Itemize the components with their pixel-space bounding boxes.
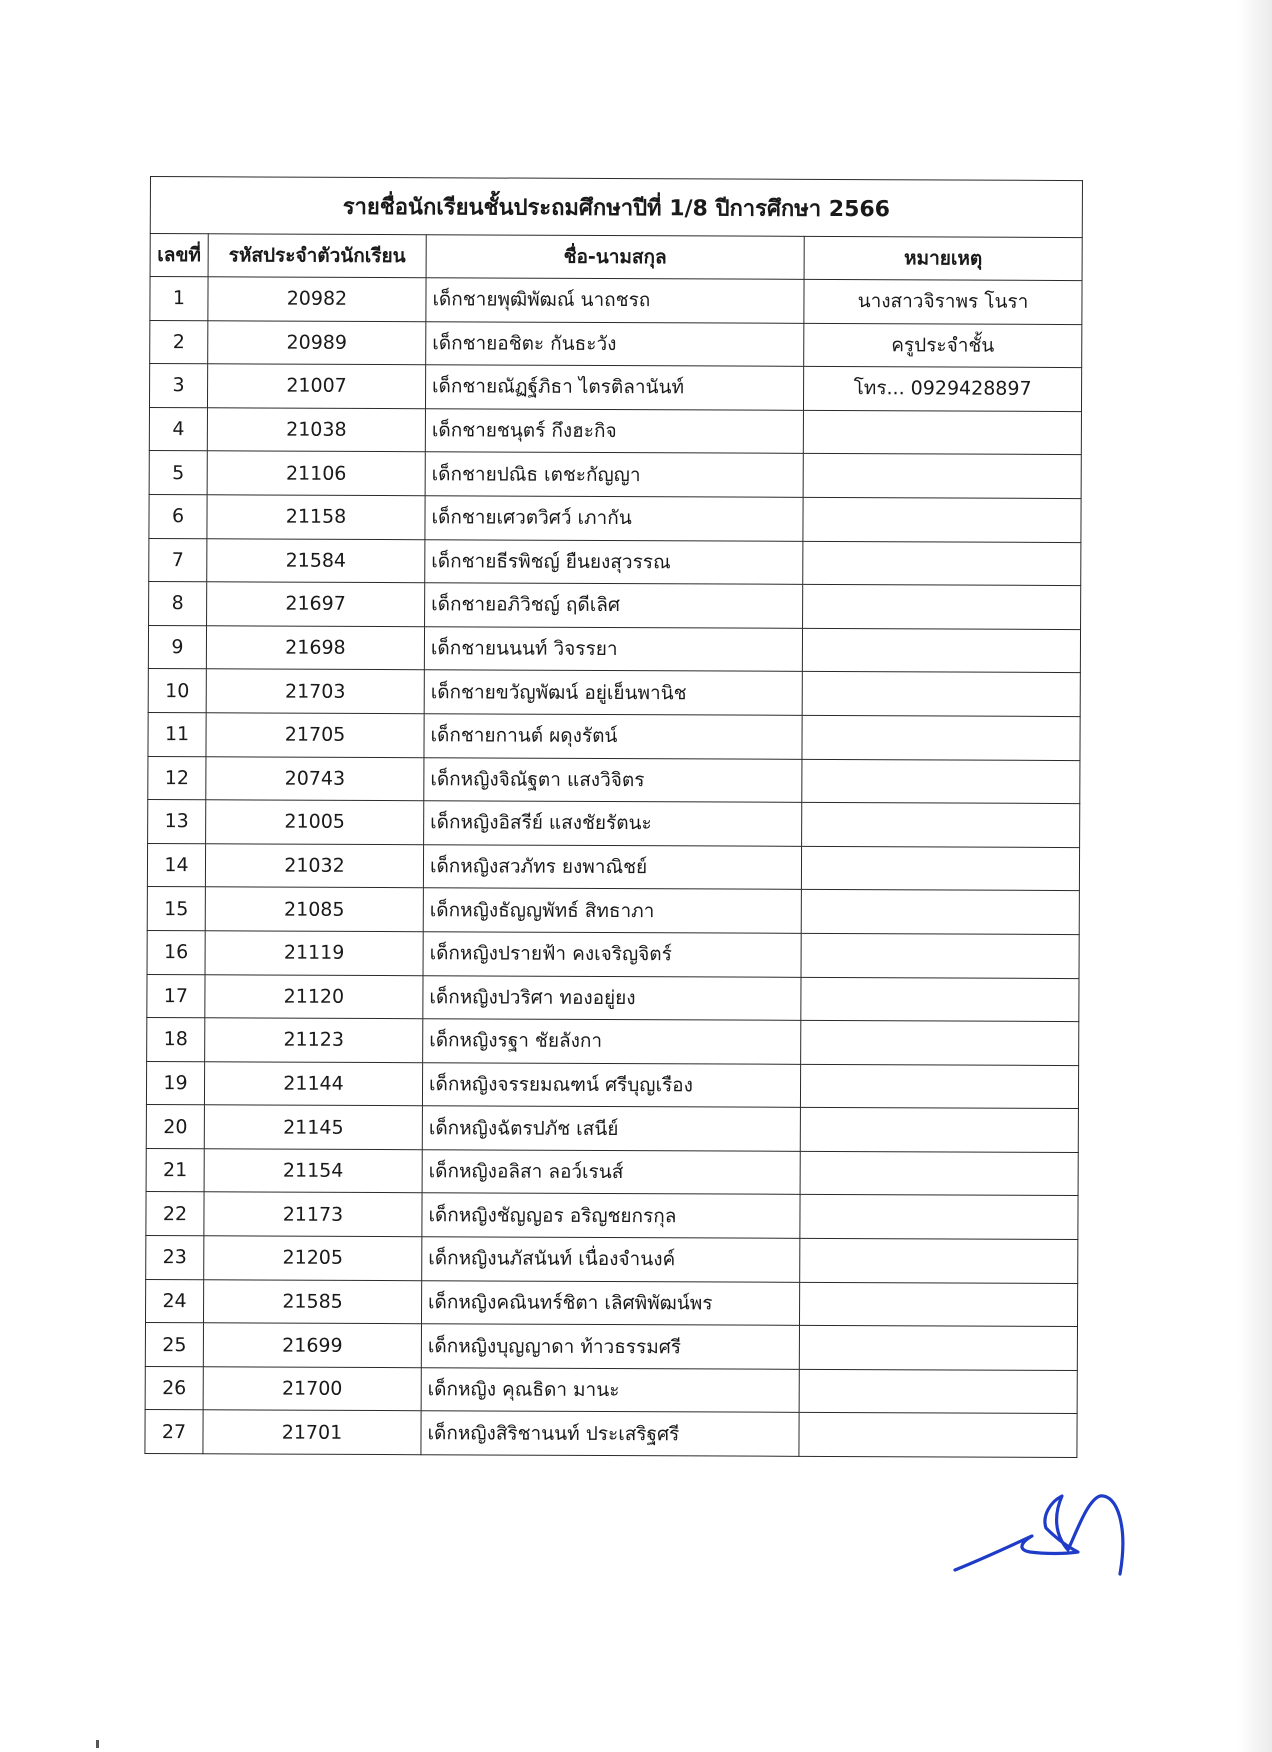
table-row — [148, 669, 1080, 717]
row-note — [799, 1369, 1077, 1414]
table-row — [149, 364, 1081, 412]
row-number: 24 — [145, 1279, 203, 1323]
row-number: 17 — [147, 974, 205, 1018]
row-note: ครูประจำชั้น — [804, 323, 1082, 368]
table-row — [149, 538, 1081, 586]
table-row — [149, 582, 1081, 630]
table-row — [149, 494, 1081, 542]
row-number: 11 — [148, 712, 206, 756]
row-number: 12 — [148, 756, 206, 800]
row-number: 4 — [149, 407, 207, 451]
row-student-name: เด็กหญิง คุณธิดา มานะ — [421, 1368, 799, 1413]
student-roster-sheet — [144, 176, 1082, 1458]
row-number: 10 — [148, 669, 206, 713]
row-student-id: 21701 — [203, 1410, 421, 1455]
table-row — [146, 1061, 1078, 1109]
row-student-name: เด็กหญิงรฐา ชัยลังกา — [423, 1019, 801, 1064]
row-student-name: เด็กชายณัฏฐ์ภิธา ไตรติลานันท์ — [425, 365, 803, 410]
row-student-name: เด็กหญิงอิสรีย์ แสงชัยรัตนะ — [424, 801, 802, 846]
row-number: 18 — [147, 1018, 205, 1062]
row-note: โทร... 0929428897 — [803, 367, 1081, 412]
row-student-name: เด็กหญิงสิริชานนท์ ประเสริฐศรี — [421, 1411, 799, 1456]
row-student-id: 21698 — [206, 626, 424, 671]
scan-speck — [96, 1740, 99, 1748]
row-student-id: 20989 — [208, 320, 426, 365]
row-student-id: 21007 — [207, 364, 425, 409]
row-student-id: 21123 — [205, 1018, 423, 1063]
row-number: 27 — [145, 1410, 203, 1454]
row-note — [803, 454, 1081, 499]
row-number: 25 — [145, 1323, 203, 1367]
header-name: ชื่อ-นามสกุล — [426, 235, 804, 280]
table-row — [150, 320, 1082, 368]
row-student-name: เด็กหญิงอลิสา ลอว์เรนส์ — [422, 1150, 800, 1195]
row-note — [799, 1413, 1077, 1458]
row-note — [801, 890, 1079, 935]
table-row — [145, 1279, 1077, 1327]
row-student-id: 21032 — [205, 843, 423, 888]
row-student-id: 21106 — [207, 451, 425, 496]
row-student-id: 21154 — [204, 1149, 422, 1194]
row-number: 19 — [146, 1061, 204, 1105]
row-number: 7 — [149, 538, 207, 582]
row-student-name: เด็กชายอชิตะ กันธะวัง — [426, 321, 804, 366]
row-student-name: เด็กชายนนนท์ วิจรรยา — [424, 626, 802, 671]
scan-page-edge — [1238, 0, 1272, 1752]
row-student-id: 21703 — [206, 669, 424, 714]
row-student-name: เด็กหญิงชัญญอร อริญชยกรกุล — [422, 1193, 800, 1238]
row-note — [802, 715, 1080, 760]
table-row — [149, 407, 1081, 455]
table-row — [147, 843, 1079, 891]
row-number: 6 — [149, 494, 207, 538]
row-note — [799, 1326, 1077, 1371]
table-row — [147, 887, 1079, 935]
table-row — [147, 930, 1079, 978]
row-note — [803, 585, 1081, 630]
row-student-name: เด็กหญิงจิณัฐตา แสงวิจิตร — [424, 757, 802, 802]
row-student-name: เด็กหญิงจรรยมณฑน์ ศรีบุญเรือง — [422, 1062, 800, 1107]
row-student-name: เด็กหญิงปวริศา ทองอยู่ยง — [423, 975, 801, 1020]
table-row — [146, 1105, 1078, 1153]
row-number: 21 — [146, 1148, 204, 1192]
row-number: 5 — [149, 451, 207, 495]
student-roster-table — [144, 176, 1083, 1458]
row-number: 23 — [146, 1236, 204, 1280]
table-row — [148, 712, 1080, 760]
row-student-id: 21144 — [204, 1061, 422, 1106]
row-student-id: 21145 — [204, 1105, 422, 1150]
document-title: รายชื่อนักเรียนชั้นประถมศึกษาปีที่ 1/8 ปีการศึกษา 2566 — [150, 177, 1082, 238]
row-note — [801, 977, 1079, 1022]
table-row — [146, 1148, 1078, 1196]
row-number: 20 — [146, 1105, 204, 1149]
row-student-id: 21119 — [205, 931, 423, 976]
row-note — [801, 1020, 1079, 1065]
row-note — [800, 1238, 1078, 1283]
header-note: หมายเหตุ — [804, 236, 1082, 280]
row-student-id: 20982 — [208, 277, 426, 322]
row-note — [800, 1195, 1078, 1240]
row-student-name: เด็กหญิงบุญญาดา ท้าวธรรมศรี — [421, 1324, 799, 1369]
row-student-name: เด็กชายขวัญพัฒน์ อยู่เย็นพานิช — [424, 670, 802, 715]
row-note — [803, 410, 1081, 455]
row-note — [803, 541, 1081, 586]
row-student-name: เด็กชายเศวตวิศว์ เภากัน — [425, 496, 803, 541]
table-row — [145, 1366, 1077, 1414]
row-note — [801, 933, 1079, 978]
row-student-name: เด็กหญิงฉัตรปภัช เสนีย์ — [422, 1106, 800, 1151]
row-student-id: 21585 — [203, 1279, 421, 1324]
table-row — [146, 1236, 1078, 1284]
table-row — [149, 451, 1081, 499]
row-note — [803, 497, 1081, 542]
row-note — [799, 1282, 1077, 1327]
table-row — [147, 974, 1079, 1022]
row-student-id: 21697 — [207, 582, 425, 627]
signature-image — [950, 1488, 1125, 1580]
row-note — [800, 1151, 1078, 1196]
row-note — [802, 802, 1080, 847]
row-note — [802, 759, 1080, 804]
row-student-id: 21699 — [203, 1323, 421, 1368]
row-number: 16 — [147, 930, 205, 974]
row-student-id: 21038 — [207, 408, 425, 453]
table-row — [146, 1192, 1078, 1240]
row-student-name: เด็กหญิงนภัสนันท์ เนื่องจำนงค์ — [422, 1237, 800, 1282]
table-row — [148, 800, 1080, 848]
row-student-name: เด็กชายกานต์ ผดุงรัตน์ — [424, 714, 802, 759]
row-student-name: เด็กชายธีรพิชญ์ ยืนยงสุวรรณ — [425, 539, 803, 584]
row-student-name: เด็กชายปณิธ เตชะกัญญา — [425, 452, 803, 497]
row-number: 8 — [149, 582, 207, 626]
row-number: 15 — [147, 887, 205, 931]
row-number: 1 — [150, 277, 208, 321]
row-student-id: 21584 — [207, 538, 425, 583]
row-note — [802, 672, 1080, 717]
row-note: นางสาวจิราพร โนรา — [804, 279, 1082, 324]
table-header-row — [150, 234, 1082, 281]
row-student-id: 21205 — [204, 1236, 422, 1281]
table-row — [148, 756, 1080, 804]
row-number: 13 — [148, 800, 206, 844]
row-student-name: เด็กชายอภิวิชญ์ ฤดีเลิศ — [425, 583, 803, 628]
row-student-name: เด็กหญิงคณินทร์ชิตา เลิศพิพัฒน์พร — [421, 1280, 799, 1325]
table-row — [147, 1018, 1079, 1066]
row-student-name: เด็กหญิงสวภัทร ยงพาณิชย์ — [423, 844, 801, 889]
table-row — [148, 625, 1080, 673]
row-note — [802, 628, 1080, 673]
table-body — [145, 277, 1082, 1458]
row-note — [800, 1064, 1078, 1109]
row-student-name: เด็กชายพุฒิพัฒณ์ นาถชรถ — [426, 278, 804, 323]
row-number: 14 — [147, 843, 205, 887]
table-row — [145, 1323, 1077, 1371]
row-note — [800, 1108, 1078, 1153]
table-row — [150, 277, 1082, 325]
row-student-id: 21173 — [204, 1192, 422, 1237]
row-student-id: 21158 — [207, 495, 425, 540]
row-note — [801, 846, 1079, 891]
row-student-id: 21705 — [206, 713, 424, 758]
row-student-name: เด็กหญิงธัญญพัทธ์ สิทธาภา — [423, 888, 801, 933]
row-student-id: 21120 — [205, 974, 423, 1019]
row-number: 22 — [146, 1192, 204, 1236]
header-student-id: รหัสประจำตัวนักเรียน — [208, 234, 426, 278]
row-student-id: 21700 — [203, 1367, 421, 1412]
row-number: 3 — [149, 364, 207, 408]
row-student-name: เด็กหญิงปรายฟ้า คงเจริญจิตร์ — [423, 932, 801, 977]
row-student-name: เด็กชายชนุตร์ กึงฮะกิจ — [425, 408, 803, 453]
row-number: 26 — [145, 1366, 203, 1410]
row-number: 2 — [150, 320, 208, 364]
row-number: 9 — [148, 625, 206, 669]
row-student-id: 20743 — [206, 756, 424, 801]
header-no: เลขที่ — [150, 234, 208, 277]
row-student-id: 21085 — [205, 887, 423, 932]
row-student-id: 21005 — [206, 800, 424, 845]
table-row — [145, 1410, 1077, 1458]
